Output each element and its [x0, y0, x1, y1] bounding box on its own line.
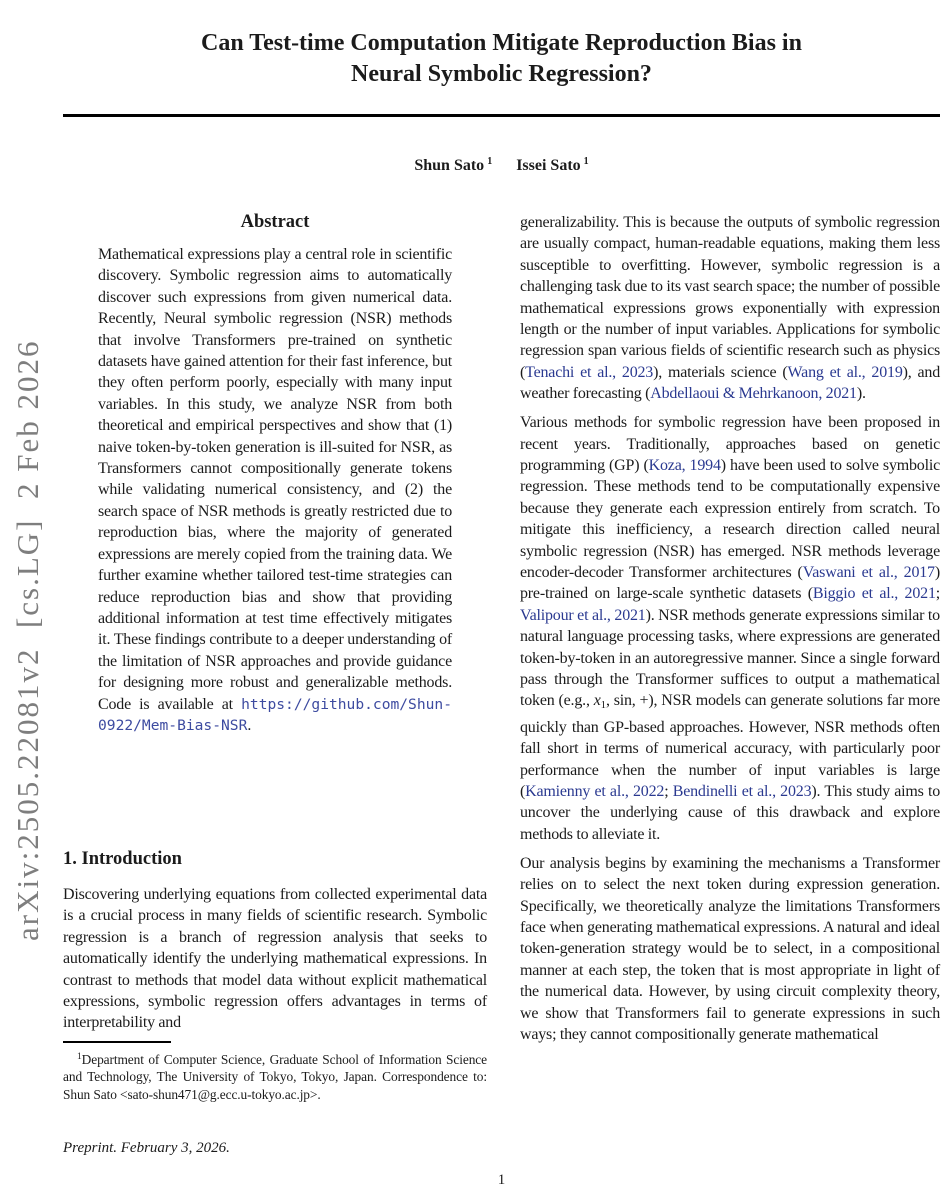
author — [516, 156, 588, 175]
citation-link[interactable]: Tenachi et al., 2023 — [525, 363, 654, 381]
text-segment: , sin, +), NSR models can generate solutions far more quickly than GP-based approaches. However, NSR methods often fall short in terms of numerical accuracy, with particularly poor performance when the number of input variables is large ( — [520, 692, 941, 801]
text-segment: Various methods for symbolic regression have been proposed in recent years. Traditionally, approaches based on genetic programming (GP) ( — [520, 414, 940, 474]
paper-title-line1: Can Test-time Computation Mitigate Reproduction Bias in — [201, 30, 802, 56]
author-name: Issei Sato — [516, 157, 581, 174]
text-segment: ; — [935, 585, 940, 603]
citation-link[interactable]: Koza, 1994 — [648, 456, 721, 474]
introduction-body — [63, 884, 487, 1041]
text-segment: generalizability. This is because the outputs of symbolic regression are usually compact, human-readable equations, making them less susceptible to overfitting. However, symbolic regression is a challenging task due to its vast search space; the number of possible mathematical expressions grows exponentially with expression length or the number of input variables. Applications for symbolic regression span various fields of scientific research such as physics ( — [520, 214, 940, 381]
text-segment: 1 — [600, 699, 606, 712]
abstract-body — [98, 244, 452, 736]
citation-link[interactable]: Kamienny et al., 2022 — [525, 783, 665, 801]
citation-link[interactable]: Valipour et al., 2021 — [520, 606, 646, 624]
footnote-text — [63, 1049, 487, 1104]
abstract-paragraph — [98, 244, 452, 736]
footnote-rule — [63, 1041, 171, 1043]
text-segment: ). — [856, 385, 866, 403]
introduction-paragraph — [63, 884, 487, 1034]
text-segment: ) have been used to solve symbolic regression. These methods tend to be computationally expensive because they generate each expression entirely from scratch. To mitigate this inefficiency, a research direction called neural symbolic regression (NSR) has emerged. NSR methods leverage encoder-decoder Transformer architectures ( — [520, 456, 940, 581]
text-segment: . — [247, 716, 252, 734]
preprint-note: Preprint. February 3, 2026. — [63, 1140, 230, 1156]
section-heading-introduction: 1. Introduction — [63, 849, 182, 869]
paper-title-line2: Neural Symbolic Regression? — [351, 61, 652, 87]
text-segment: ). NSR methods generate expressions similar to natural language processing tasks, where expressions are generated token-by-token in an autoregressive manner. Since a single forward pass through the Transformer suffices to output a mathematical token (e.g., — [520, 606, 940, 710]
citation-link[interactable]: Wang et al., 2019 — [787, 363, 903, 381]
text-segment: ) pre-trained on large-scale synthetic datasets ( — [520, 564, 940, 603]
author-line — [63, 156, 940, 175]
text-segment: ; — [664, 783, 673, 801]
citation-link[interactable]: Vaswani et al., 2017 — [802, 564, 935, 581]
body-paragraph — [520, 412, 940, 845]
text-segment: Discovering underlying equations from collected experimental data is a crucial process in many fields of scientific research. Symbolic regression is a branch of regression analysis that seeks to automatically identify the underlying mathematical expressions. In contrast to methods that model data without explicit mathematical expressions, symbolic regression offers advantages in terms of interpretability and — [63, 886, 487, 1032]
author — [414, 156, 492, 175]
url-link[interactable]: https://github.com/Shun-0922/Mem-Bias-NSR — [98, 695, 452, 734]
paper-title — [63, 28, 940, 90]
text-segment: 1 — [77, 1051, 82, 1062]
right-column — [520, 212, 940, 1053]
citation-link[interactable]: Bendinelli et al., 2023 — [672, 783, 812, 801]
footnote-block — [63, 1041, 487, 1104]
text-segment: Mathematical expressions play a central role in scientific discovery. Symbolic regression aims to automatically discover such expressions from given numerical data. Recently, Neural symbolic regression (NSR) methods that involve Transformers pre-trained on synthetic datasets have gained attention for their fast inference, but they often perform poorly, especially with many input variables. In this study, we analyze NSR from both theoretical and empirical perspectives and show that (1) naive token-by-token generation is ill-suited for NSR, as Transformers cannot compositionally generate tokens while validating numerical consistency, and (2) the search space of NSR methods is greatly restricted due to reproduction bias, where the majority of generated expressions are merely copied from the training data. We further examine whether tailored test-time strategies can reduce reproduction bias and show that providing additional information at test time effectively mitigates it. These findings contribute to a deeper understanding of the limitation of NSR approaches and provide guidance for designing more robust and generalizable methods. Code is available at — [98, 246, 452, 713]
text-segment: ). This study aims to uncover the underlying cause of this drawback and explore methods to alleviate it. — [520, 783, 940, 843]
text-segment: Department of Computer Science, Graduate School of Information Science and Technology, The University of Tokyo, Tokyo, Japan. Correspondence to: Shun Sato <sato-shun471@g.ecc.u-tokyo.ac.jp>. — [63, 1051, 487, 1102]
author-affiliation-mark: 1 — [583, 156, 589, 167]
citation-link[interactable]: Abdellaoui & Mehrkanoon, 2021 — [650, 385, 857, 403]
author-name: Shun Sato — [414, 157, 485, 174]
text-segment: ), materials science ( — [653, 363, 788, 381]
left-column — [63, 212, 487, 744]
body-paragraph — [520, 853, 940, 1046]
author-affiliation-mark: 1 — [487, 156, 493, 167]
abstract-heading: Abstract — [240, 212, 310, 232]
text-segment: ), and weather forecasting ( — [520, 363, 941, 403]
arxiv-banner: arXiv:2505.22081v2 [cs.LG] 2 Feb 2026 — [10, 339, 45, 941]
page-number: 1 — [497, 1172, 506, 1188]
citation-link[interactable]: Biggio et al., 2021 — [812, 585, 936, 603]
body-paragraph — [520, 212, 940, 405]
title-rule — [63, 114, 940, 117]
text-segment: Our analysis begins by examining the mechanisms a Transformer relies on to select the next token during expression generation. Specifically, we theoretically analyze the limitations Transformers face when generating mathematical expressions. A natural and ideal token-generation strategy would be to select, in a compositional manner at each step, the token that is most appropriate in light of the numerical data. However, by using circuit complexity theory, we show that Transformers fail to generate expressions in such ways; they cannot compositionally generate mathematical — [520, 854, 940, 1044]
text-segment: x — [593, 692, 601, 710]
